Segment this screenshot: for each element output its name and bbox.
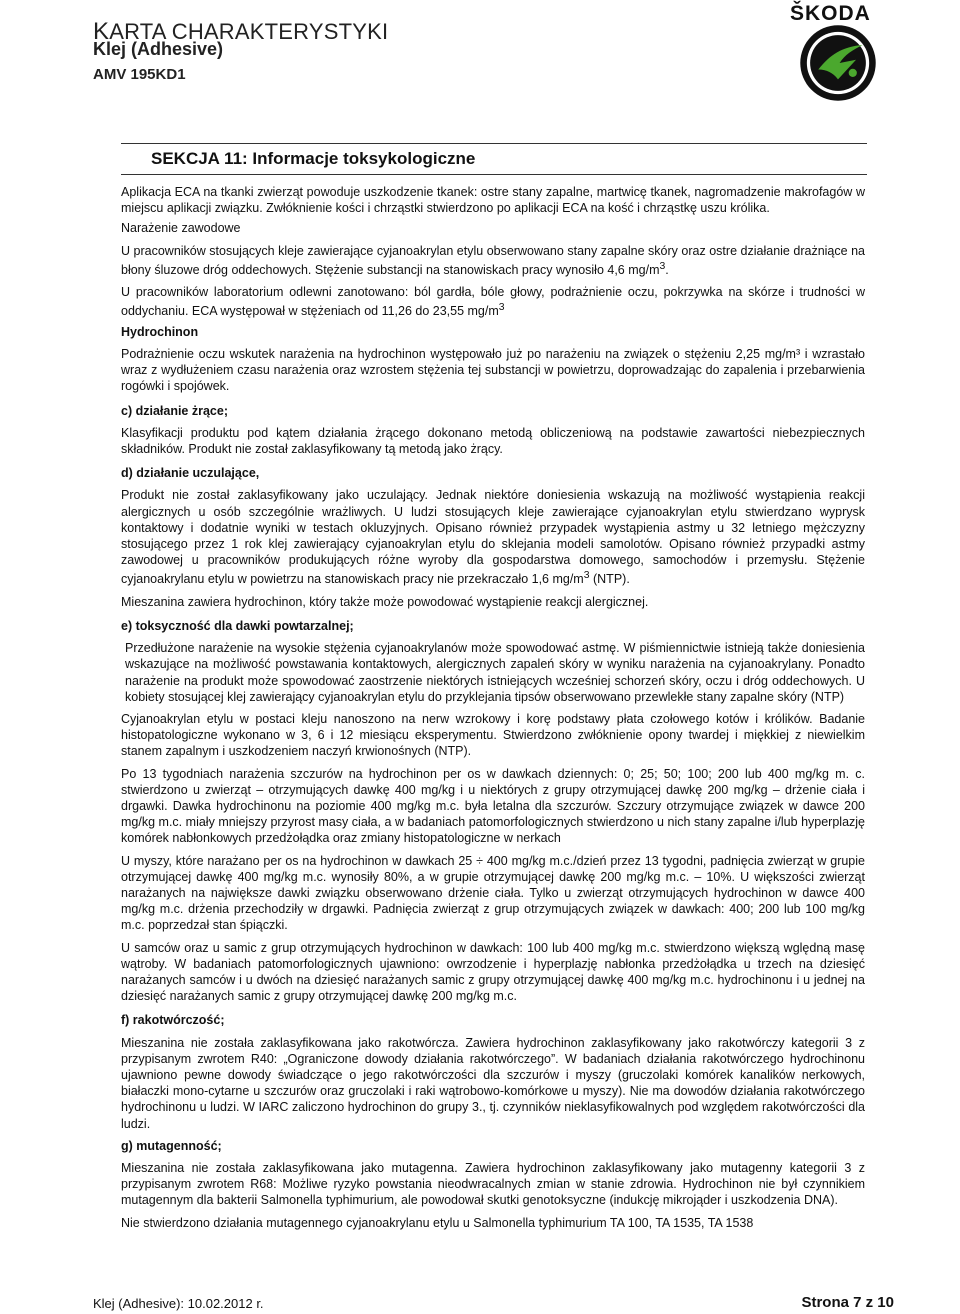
product-code: AMV 195KD1: [93, 66, 186, 83]
paragraph-hydroquinone: Podrażnienie oczu wskutek narażenia na hydrochinon występowało już po narażeniu na związek o stężeniu 2,25 mg/m³ i wzrastało wraz z wydłużeniem czasu narażenia oraz wzrostem stężenia tej substancji w powietrzu, doprowadzając do zapalenia i przebarwienia rogówki i spojówek.: [121, 346, 865, 394]
brand-wordmark: ŠKODA: [790, 2, 871, 25]
paragraph-repeated-dose-a: Przedłużone narażenie na wysokie stężenia cyjanoakrylanów może spowodować astmę. W piśmiennictwie istnieją także doniesienia wskazujące na możliwość powstawania kontaktowych, alergicznych zapaleń skóry w wyniku narażenia na cyjanoakrylany. Ponadto narażenie na produkt może spowodować zaostrzenie niektórych istniejących wcześniej schorzeń skóry, oczu i dróg oddechowych. U kobiety stosującej klej zawierający cyjanoakrylan etylu do przyklejania tipsów obserwowano przewlekłe stany zapalne skóry (NTP): [125, 641, 865, 704]
section-title: SEKCJA 11: Informacje toksykologiczne: [151, 149, 476, 168]
heading-corrosive: c) działanie żrące;: [121, 403, 228, 418]
heading-repeated-dose: e) toksyczność dla dawki powtarzalnej;: [121, 618, 354, 633]
paragraph-sensitizing-b: Mieszanina zawiera hydrochinon, który także może powodować wystąpienie reakcji alergicznej.: [121, 594, 649, 609]
paragraph-corrosive: Klasyfikacji produktu pod kątem działania żrącego dokonano metodą obliczeniową na podstawie zawartości niebezpiecznych składników. Produkt nie został zaklasyfikowany tą metodą jako żrący.: [121, 425, 865, 456]
subheading-occupational: Narażenie zawodowe: [121, 221, 241, 236]
heading-mutagenicity: g) mutagenność;: [121, 1138, 222, 1153]
paragraph-repeated-dose-e: U samców oraz u samic z grup otrzymujących hydrochinon w dawkach: 100 lub 400 mg/kg m.c. stwierdzono większą wględną masę wątroby. W badaniach patomorfologicznych ujawniono: owrzodzenie i hyperplazję nabłonka przedżołądka u trzech na dziesięć narażanych samców i u dwóch na dziesięć narażanych samic z grupy otrzymującej dawkę 400 mg/kg m.c. hydrochinonu i u jednej na dziesięć narażanych samic z grupy otrzymującej dawkę 200 mg/kg m.c.: [121, 940, 865, 1004]
paragraph-repeated-dose-d: U myszy, które narażano per os na hydrochinon w dawkach 25 ÷ 400 mg/kg m.c./dzień przez 13 tygodni, padnięcia zwierząt w grupie otrzymującej dawkę 400 mg/kg m.c. wynosiły 80%, a w grupie otrzymującej dawkę 200 mg/kg m.c. – 10%. U większości zwierząt narażanych na największe dawki związku obserwowano drżenie ciała. Tylko u zwierząt otrzymujących hydrochinon w dawce 400 mg/kg m.c. drżenia przechodziły w drgawki. Padnięcia zwierząt z grup otrzymujących związek w dawkach: 400; 200 lub 100 mg/kg m.c. poprzedzał stan śpiączki.: [121, 853, 865, 933]
title-rest: ARTA CHARAKTERYSTYKI: [109, 19, 389, 44]
footer-date: Klej (Adhesive): 10.02.2012 r.: [93, 1296, 264, 1311]
paragraph-occupational-b: U pracowników laboratorium odlewni zanotowano: ból gardła, bóle głowy, podrażnienie oczu, pokrzywka na skórze i trudności w oddychaniu. ECA występował w stężeniach od 11,26 do 23,55 $mg/m^3$: [121, 285, 865, 319]
paragraph-carcinogenicity: Mieszanina nie została zaklasyfikowana jako rakotwórcza. Zawiera hydrochinon zaklasyfikowany jako rakotwórczy kategorii 3 z przypisanym zwrotem R40: „Ograniczone dowody działania rakotwórczego”. W badaniach działania rakotwórczego hydrochinonu ujawniono pewne dowody świadczące o jego rakotwórczości dla szczurów i myszy (gruczolaki komórek kanalików nerkowych, białaczki mono-cytarne u szczurów oraz gruczolaki i raki wątrobowo-komórkowe u myszy). Nie ma dowodów działania rakotwórczego hydrochinonu u ludzi. W IARC zaliczono hydrochinon do grupy 3., tj. czynników nieklasyfikowalnych pod względem rakotwórczości dla ludzi.: [121, 1035, 865, 1131]
paragraph-occupational-a: U pracowników stosujących kleje zawierające cyjanoakrylan etylu obserwowano stany zapalne skóry oraz ostre działanie drażniące na błony śluzowe dróg oddechowych. Stężenie substancji na stanowiskach pracy wynosiło 4,6 $mg/m^3$.: [121, 243, 865, 277]
paragraph-eca-animals: Aplikacja ECA na tkanki zwierząt powoduje uszkodzenie tkanek: ostre stany zapalne, martwicę tkanek, nagromadzenie makrofagów w miejscu aplikacji związku. Zwłóknienie kości i chrząstki stwierdzono po aplikacji ECA na kość i chrząstkę uszu królika.: [121, 185, 865, 216]
paragraph-sensitizing-a: Produkt nie został zaklasyfikowany jako uczulający. Jednak niektóre doniesienia wskazują na możliwość wystąpienia reakcji alergicznych u osób szczególnie wrażliwych. U ludzi stosujących kleje zawierające cyjanoakrylan etylu stwierdzano wyprysk kontaktowy i dodatnie wyniki w testach okluzyjnych. Opisano również przypadek wystąpienia astmy u 32 letniego mężczyzny stosującego przez 1 rok klej zawierający cyjanoakrylan etylu do sklejania modeli samolotów. Opisano również przypadki astmy zawodowej u pracowników produkujących różne wyroby dla gospodarstwa domowego, samochodów i przemysłu. Stężenie cyjanoakrylanu etylu w powietrzu na stanowiskach pracy nie przekraczało 1,6 $mg/m^3$ (NTP).: [121, 488, 865, 587]
title-initial: K: [93, 18, 110, 45]
heading-carcinogenicity: f) rakotwórczość;: [121, 1013, 225, 1028]
section-header: [121, 143, 867, 175]
section-content: [121, 184, 865, 1231]
heading-sensitizing: d) działanie uczulające,: [121, 466, 260, 481]
subheading-hydroquinone: Hydrochinon: [121, 324, 199, 339]
skoda-logo-icon: [797, 22, 879, 104]
paragraph-mutagenicity-a: Mieszanina nie została zaklasyfikowana jako mutagenna. Zawiera hydrochinon zaklasyfikowany jako mutagenny kategorii 3 z przypisanym zwrotem R68: Możliwe ryzyko powstania nieodwracalnych zmian w stanie zdrowia. Hydrochinon nie był czynnikiem mutagennym dla bakterii Salmonella typhimurium, ale powodował skutki genotoksyczne (indukcję mikrojąder i uszkodzenia DNA).: [121, 1161, 865, 1208]
paragraph-mutagenicity-b: Nie stwierdzono działania mutagennego cyjanoakrylanu etylu u Salmonella typhimurium TA 100, TA 1535, TA 1538: [121, 1215, 754, 1230]
paragraph-repeated-dose-b: Cyjanoakrylan etylu w postaci kleju nanoszono na nerw wzrokowy i korę podstawy płata czołowego kotów i królików. Badanie histopatologiczne wykonano w 3, 6 i 12 miesiącu eksperymentu. Stwierdzono zwłóknienie opony twardej i miękkiej z niewielkim stanem zapalnym i uszkodzeniem naczyń krwionośnych (NTP).: [121, 711, 865, 759]
paragraph-repeated-dose-c: Po 13 tygodniach narażenia szczurów na hydrochinon per os w dawkach dziennych: 0; 25; 50; 100; 200 lub 400 mg/kg m. c. stwierdzono u zwierząt – otrzymujących dawkę 400 mg/kg i u niektórych z grupy otrzymującej dawkę 200 mg/kg – drżenie ciała i drgawki. Dawka hydrochinonu na poziomie 400 mg/kg m.c. była letalna dla szczurów. Szczury otrzymujące związek w dawce 200 mg/kg m.c. miały mniejszy przyrost masy ciała, a w badaniach patomorfologicznych stwierdzono u nich stany zapalne i/lub hyperplazję komórek nabłonkowych przedżołądka oraz zmiany histopatologiczne w nerkach: [121, 766, 865, 846]
product-name: Klej (Adhesive): [93, 39, 224, 59]
page-number: Strona 7 z 10: [801, 1294, 894, 1311]
